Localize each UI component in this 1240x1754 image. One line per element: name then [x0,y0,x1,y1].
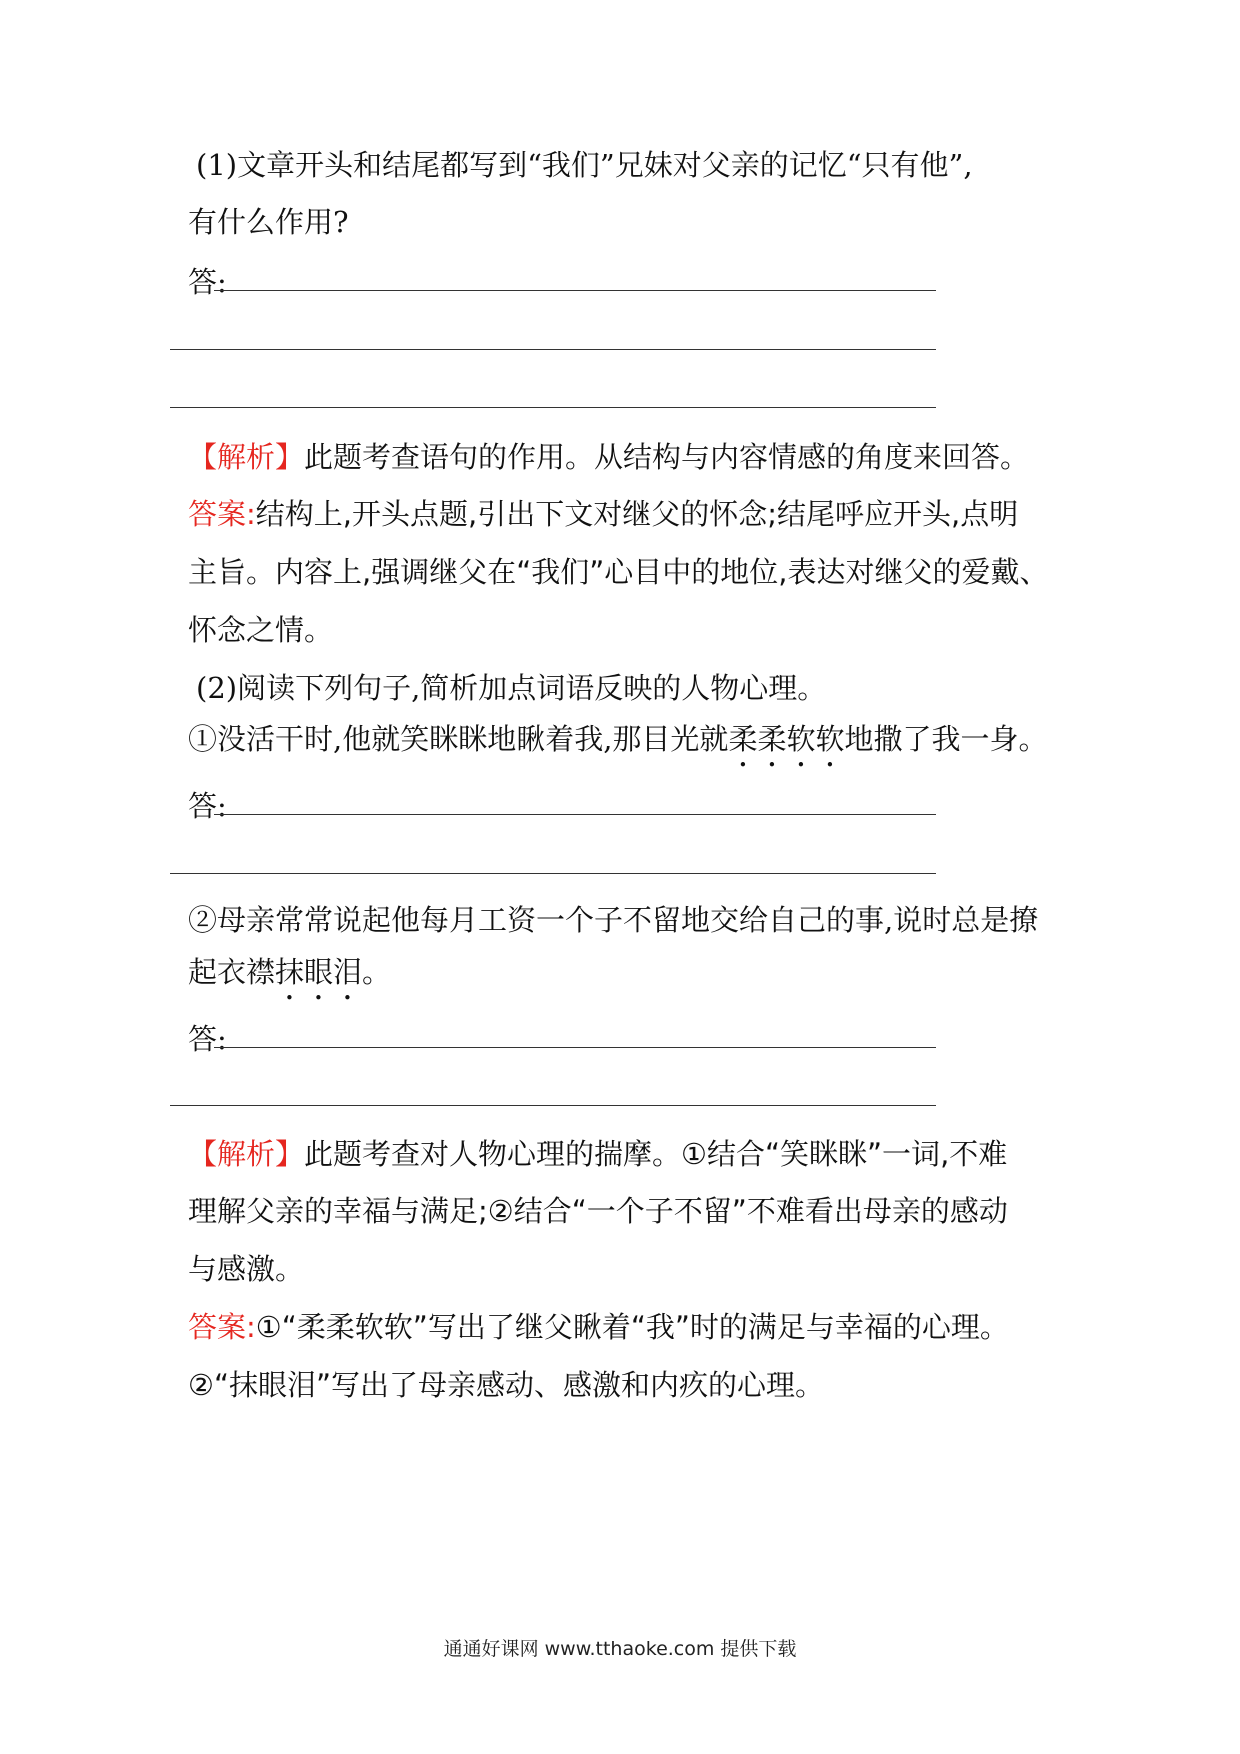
sentence-text: 。 [362,955,392,989]
question-2-sentence-1 [188,719,1058,774]
question-2-intro: (2)阅读下列句子,简析加点词语反映的人物心理。 [196,671,827,705]
answer-blank-line[interactable] [214,814,936,815]
analysis-2-line-3: 与感激。 [188,1252,305,1286]
answer-1-line-2: 主旨。内容上,强调继父在“我们”心目中的地位,表达对继父的爱戴、 [188,555,1049,589]
answer-label: 答案: [188,497,256,531]
analysis-text: 此题考查对人物心理的揣摩。①结合“笑眯眯”一词,不难 [304,1137,1008,1171]
answer-label: 答案: [188,1310,256,1344]
question-1-line-1: (1)文章开头和结尾都写到“我们”兄妹对父亲的记忆“只有他”, [196,148,973,182]
analysis-text: 此题考查语句的作用。从结构与内容情感的角度来回答。 [304,440,1030,474]
sentence-text: ①没活干时,他就笑眯眯地瞅着我,那目光就 [188,722,729,756]
answer-2-line-1 [188,1307,1058,1347]
analysis-1 [188,437,1058,477]
question-2-sentence-2-line-1: ②母亲常常说起他每月工资一个子不留地交给自己的事,说时总是撩 [188,903,1039,937]
sentence-text: 地撒了我一身。 [844,722,1048,756]
answer-blank-line[interactable] [170,407,936,408]
answer-blank-line[interactable] [214,1047,936,1048]
dotted-word: 柔柔软软 [728,722,845,756]
answer-blank-line[interactable] [170,873,936,874]
answer-2-line-2: ②“抹眼泪”写出了母亲感动、感激和内疚的心理。 [188,1368,825,1402]
analysis-2-line-1 [188,1134,1058,1174]
analysis-2-line-2: 理解父亲的幸福与满足;②结合“一个子不留”不难看出母亲的感动 [188,1194,1008,1228]
answer-text: 结构上,开头点题,引出下文对继父的怀念;结尾呼应开头,点明 [255,497,1019,531]
answer-label-q2-2: 答: [188,1022,227,1056]
answer-label-q2-1: 答: [188,789,227,823]
question-2-sentence-2-line-2 [188,952,1058,1007]
question-1-line-2: 有什么作用? [188,205,349,239]
answer-1-line-3: 怀念之情。 [188,613,334,647]
sentence-text: 起衣襟 [188,955,276,989]
answer-text: ①“柔柔软软”写出了继父瞅着“我”时的满足与幸福的心理。 [255,1310,1009,1344]
answer-blank-line[interactable] [170,349,936,350]
answer-label-q1: 答: [188,265,227,299]
answer-blank-line[interactable] [170,1105,936,1106]
dotted-word: 抹眼泪 [275,955,363,989]
page-footer: 通通好课网 www.tthaoke.com 提供下载 [443,1638,797,1660]
analysis-label: 【解析】 [188,440,305,474]
analysis-label: 【解析】 [188,1137,305,1171]
answer-blank-line[interactable] [214,290,936,291]
answer-1-line-1 [188,494,1058,534]
